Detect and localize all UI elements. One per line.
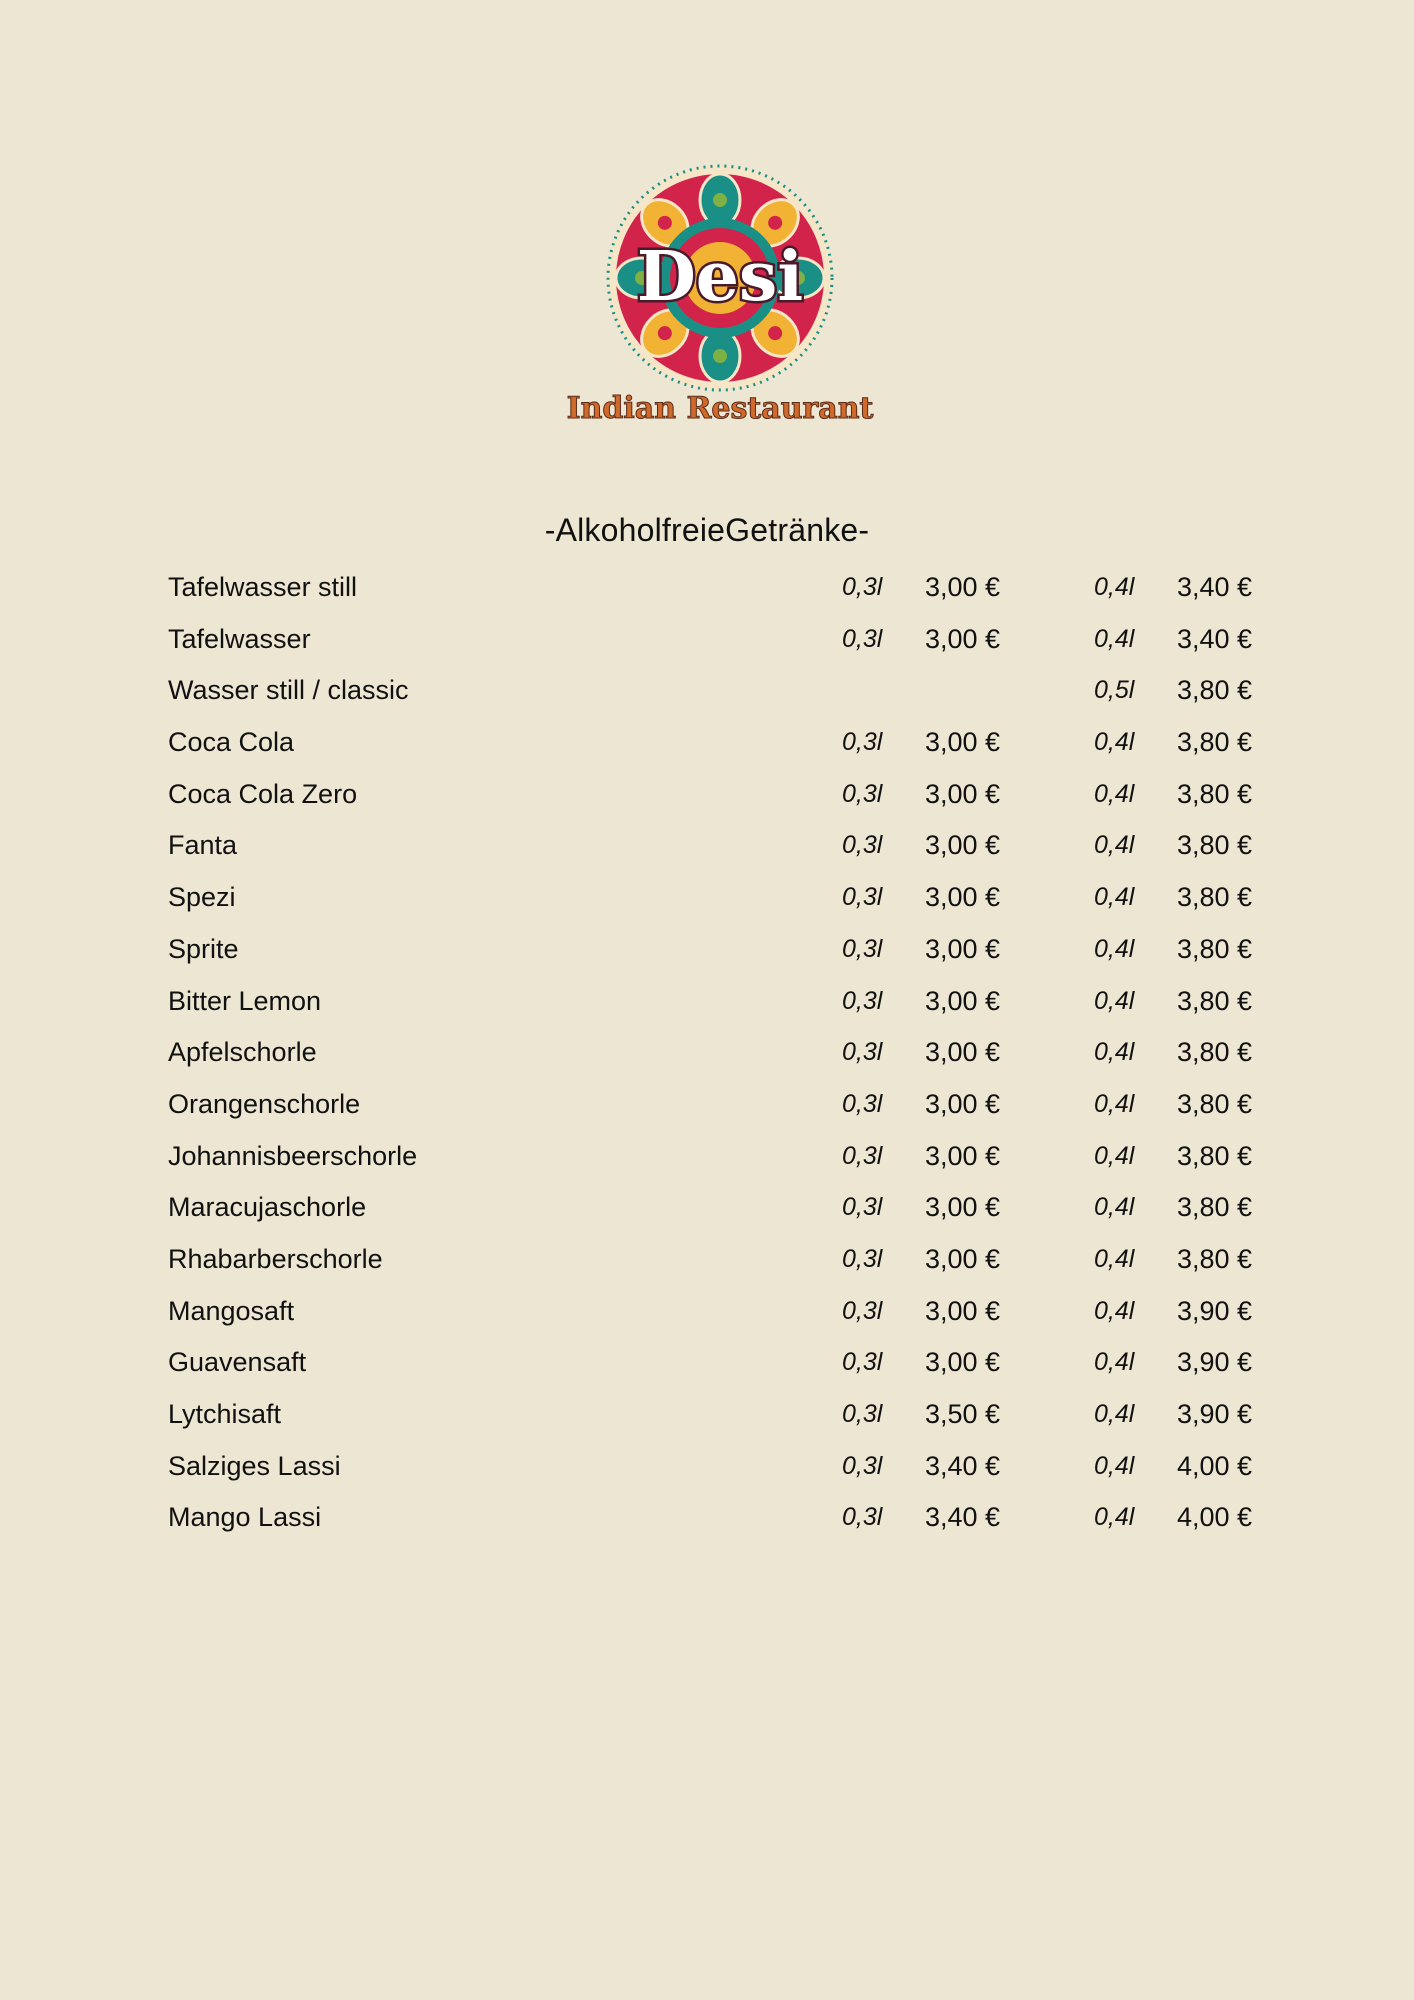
item-volume-small: 0,3l xyxy=(842,624,883,653)
menu-item-row xyxy=(168,924,1278,976)
logo-subtitle-text: Indian Restaurant xyxy=(566,391,874,426)
item-name: Wasser still / classic xyxy=(168,675,409,706)
item-volume-small: 0,3l xyxy=(842,1038,883,1067)
item-name: Spezi xyxy=(168,882,236,913)
menu-item-row xyxy=(168,1492,1278,1544)
item-name: Maracujaschorle xyxy=(168,1192,367,1223)
menu-item-row xyxy=(168,1389,1278,1441)
item-price-small: 3,00 € xyxy=(925,830,1001,861)
menu-item-row xyxy=(168,1182,1278,1234)
menu-item-row xyxy=(168,717,1278,769)
item-price-small: 3,00 € xyxy=(925,933,1001,964)
mandala-logo-graphic xyxy=(555,160,885,430)
menu-item-row xyxy=(168,1286,1278,1338)
item-name: Bitter Lemon xyxy=(168,985,322,1016)
item-price-small: 3,00 € xyxy=(925,623,1001,654)
item-volume-large: 0,4l xyxy=(1094,1038,1135,1067)
item-price-large: 3,80 € xyxy=(1177,727,1253,758)
item-price-large: 3,80 € xyxy=(1177,830,1253,861)
item-volume-small: 0,3l xyxy=(842,1244,883,1273)
item-price-large: 3,80 € xyxy=(1177,882,1253,913)
item-name: Rhabarberschorle xyxy=(168,1243,383,1274)
item-volume-large: 0,4l xyxy=(1094,779,1135,808)
menu-item-row xyxy=(168,1131,1278,1183)
item-price-small: 3,00 € xyxy=(925,1192,1001,1223)
menu-item-row xyxy=(168,614,1278,666)
menu-item-row xyxy=(168,769,1278,821)
menu-item-row xyxy=(168,665,1278,717)
item-volume-small: 0,3l xyxy=(842,728,883,757)
menu-item-row xyxy=(168,820,1278,872)
mandala-petal-dot xyxy=(713,349,727,363)
section-title: -AlkoholfreieGetränke- xyxy=(544,512,870,548)
item-volume-large: 0,4l xyxy=(1094,624,1135,653)
item-volume-large: 0,4l xyxy=(1094,1089,1135,1118)
item-price-small: 3,00 € xyxy=(925,778,1001,809)
item-volume-small: 0,3l xyxy=(842,1193,883,1222)
item-price-small: 3,00 € xyxy=(925,1037,1001,1068)
item-price-large: 3,80 € xyxy=(1177,933,1253,964)
item-volume-large: 0,4l xyxy=(1094,1244,1135,1273)
item-volume-small: 0,3l xyxy=(842,1451,883,1480)
item-price-large: 4,00 € xyxy=(1177,1450,1253,1481)
item-volume-small: 0,3l xyxy=(842,1089,883,1118)
item-price-large: 3,40 € xyxy=(1177,623,1253,654)
item-volume-large: 0,4l xyxy=(1094,1400,1135,1428)
item-volume-large: 0,4l xyxy=(1094,573,1135,601)
item-price-small: 3,00 € xyxy=(925,985,1001,1016)
item-volume-small: 0,3l xyxy=(842,831,883,860)
item-name: Coca Cola xyxy=(168,727,295,758)
item-price-large: 4,00 € xyxy=(1177,1502,1253,1533)
menu-item-row xyxy=(168,976,1278,1028)
item-volume-large: 0,4l xyxy=(1094,1451,1135,1480)
item-name: Apfelschorle xyxy=(168,1037,317,1068)
menu-item-row xyxy=(168,872,1278,924)
item-name: Johannisbeerschorle xyxy=(168,1140,418,1171)
item-price-large: 3,80 € xyxy=(1177,778,1253,809)
menu-item-row xyxy=(168,1027,1278,1079)
item-name: Sprite xyxy=(168,933,239,964)
item-price-small: 3,00 € xyxy=(925,1243,1001,1274)
item-price-large: 3,80 € xyxy=(1177,1192,1253,1223)
item-price-small: 3,00 € xyxy=(925,1140,1001,1171)
item-volume-small: 0,3l xyxy=(842,934,883,963)
item-name: Mango Lassi xyxy=(168,1502,322,1533)
item-price-large: 3,90 € xyxy=(1177,1295,1253,1326)
item-price-small: 3,40 € xyxy=(925,1450,1001,1481)
item-price-large: 3,80 € xyxy=(1177,1140,1253,1171)
item-price-large: 3,40 € xyxy=(1177,572,1253,602)
item-volume-small: 0,3l xyxy=(842,1348,883,1377)
item-name: Salziges Lassi xyxy=(168,1450,341,1481)
menu-item-row xyxy=(168,1234,1278,1286)
item-volume-large: 0,4l xyxy=(1094,934,1135,963)
item-volume-small: 0,3l xyxy=(842,1400,883,1428)
item-volume-small: 0,3l xyxy=(842,986,883,1015)
item-volume-large: 0,5l xyxy=(1094,676,1135,705)
item-volume-small: 0,3l xyxy=(842,779,883,808)
item-volume-large: 0,4l xyxy=(1094,1348,1135,1377)
item-price-large: 3,80 € xyxy=(1177,1088,1253,1119)
item-price-small: 3,50 € xyxy=(925,1399,1001,1429)
restaurant-logo xyxy=(555,160,885,430)
menu-item-row xyxy=(168,562,1278,614)
item-name: Tafelwasser xyxy=(168,623,311,654)
item-price-small: 3,00 € xyxy=(925,1347,1001,1378)
item-name: Mangosaft xyxy=(168,1295,295,1326)
item-volume-large: 0,4l xyxy=(1094,883,1135,912)
item-name: Coca Cola Zero xyxy=(168,778,358,809)
item-price-small: 3,00 € xyxy=(925,1295,1001,1326)
item-volume-large: 0,4l xyxy=(1094,1193,1135,1222)
logo-brand-text: Desi xyxy=(636,237,804,317)
item-volume-large: 0,4l xyxy=(1094,1141,1135,1170)
item-price-large: 3,80 € xyxy=(1177,985,1253,1016)
item-price-large: 3,90 € xyxy=(1177,1399,1253,1429)
item-volume-large: 0,4l xyxy=(1094,1296,1135,1325)
item-price-large: 3,90 € xyxy=(1177,1347,1253,1378)
item-price-large: 3,80 € xyxy=(1177,675,1253,706)
drinks-menu-list xyxy=(168,562,1278,1544)
item-volume-large: 0,4l xyxy=(1094,728,1135,757)
item-volume-small: 0,3l xyxy=(842,1141,883,1170)
item-price-large: 3,80 € xyxy=(1177,1037,1253,1068)
menu-item-row xyxy=(168,1441,1278,1493)
item-price-small: 3,00 € xyxy=(925,727,1001,758)
item-volume-large: 0,4l xyxy=(1094,986,1135,1015)
item-volume-small: 0,3l xyxy=(842,1296,883,1325)
item-price-small: 3,00 € xyxy=(925,572,1001,602)
item-name: Orangenschorle xyxy=(168,1088,361,1119)
mandala-petal-dot xyxy=(713,193,727,207)
item-name: Lytchisaft xyxy=(168,1399,282,1429)
item-name: Guavensaft xyxy=(168,1347,307,1378)
item-volume-large: 0,4l xyxy=(1094,1503,1135,1532)
item-name: Fanta xyxy=(168,830,238,861)
item-volume-large: 0,4l xyxy=(1094,831,1135,860)
item-price-large: 3,80 € xyxy=(1177,1243,1253,1274)
item-volume-small: 0,3l xyxy=(842,573,883,601)
item-price-small: 3,00 € xyxy=(925,1088,1001,1119)
item-price-small: 3,00 € xyxy=(925,882,1001,913)
menu-item-row xyxy=(168,1079,1278,1131)
menu-item-row xyxy=(168,1337,1278,1389)
item-price-small: 3,40 € xyxy=(925,1502,1001,1533)
item-name: Tafelwasser still xyxy=(168,572,358,602)
item-volume-small: 0,3l xyxy=(842,883,883,912)
item-volume-small: 0,3l xyxy=(842,1503,883,1532)
